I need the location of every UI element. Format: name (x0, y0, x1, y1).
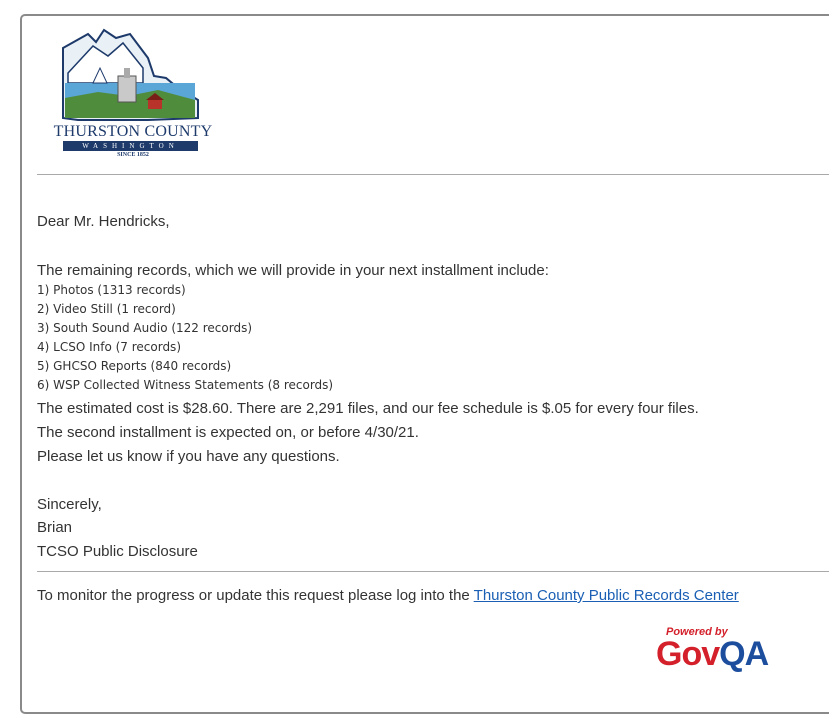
monitor-prefix: To monitor the progress or update this request please log into the (37, 587, 474, 604)
footer-divider (37, 571, 829, 572)
govqa-wordmark (656, 636, 768, 672)
county-name-text: THURSTON COUNTY (53, 123, 213, 140)
thurston-county-logo (38, 28, 228, 168)
brand-qa: QA (719, 635, 769, 673)
records-center-link[interactable]: Thurston County Public Records Center (473, 587, 739, 604)
signer-name: Brian (37, 519, 73, 536)
department-name: TCSO Public Disclosure (37, 543, 198, 560)
govqa-logo[interactable] (656, 626, 786, 674)
since-text: SINCE 1852 (117, 152, 149, 158)
list-item: 4) LCSO Info (7 records) (37, 340, 181, 354)
list-item: 1) Photos (1313 records) (37, 283, 186, 297)
header-divider (37, 174, 829, 175)
state-banner: WASHINGTON (63, 141, 198, 151)
questions-line: Please let us know if you have any questions. (37, 448, 340, 465)
list-item: 2) Video Still (1 record) (37, 302, 176, 316)
powered-by-text: Powered by (666, 626, 728, 638)
monitor-text (37, 587, 739, 604)
cost-line: The estimated cost is $28.60. There are 2,291 files, and our fee schedule is $.05 for every four files. (37, 400, 699, 417)
list-item: 6) WSP Collected Witness Statements (8 records) (37, 378, 334, 392)
county-map-emblem-icon (38, 28, 228, 123)
brand-gov: Gov (656, 635, 720, 673)
installment-line: The second installment is expected on, or before 4/30/21. (37, 424, 419, 441)
list-item: 3) South Sound Audio (122 records) (37, 321, 253, 335)
list-item: 5) GHCSO Reports (840 records) (37, 359, 232, 373)
closing: Sincerely, (37, 496, 102, 513)
intro-text: The remaining records, which we will provide in your next installment include: (37, 262, 549, 279)
greeting: Dear Mr. Hendricks, (37, 213, 170, 230)
